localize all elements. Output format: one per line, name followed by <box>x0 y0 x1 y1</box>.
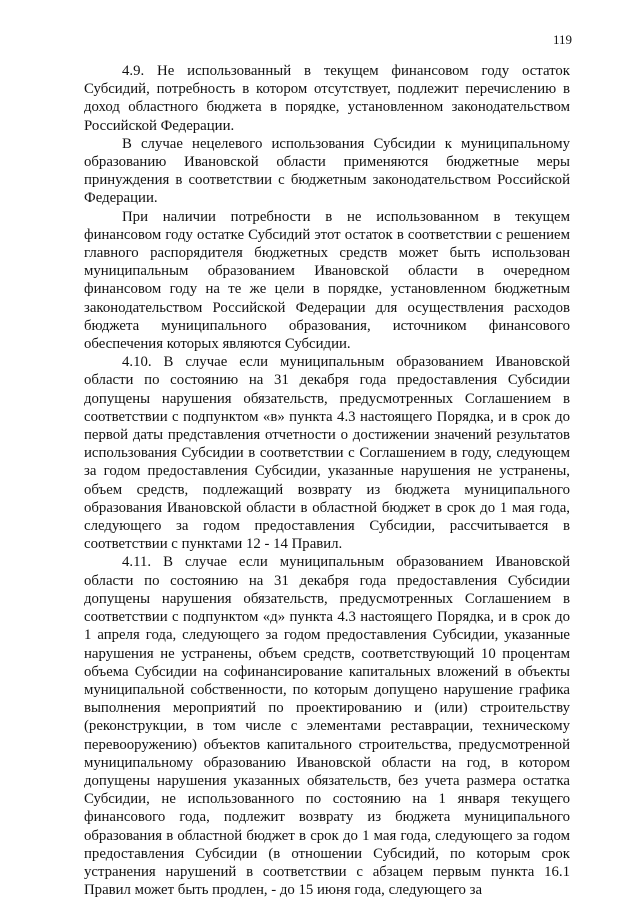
document-body <box>84 62 570 899</box>
paragraph-4-10: 4.10. В случае если муниципальным образованием Ивановской области по состоянию на 31 декабря года предоставления Субсидии допущены нарушения обязательств, предусмотренных Соглашением в соответствии с подпунктом «в» пункта 4.3 настоящего Порядка, и в срок до первой даты представления отчетности о достижении значений результатов использования Субсидии в соответствии с Соглашением в году, следующем за годом предоставления Субсидии, указанные нарушения не устранены, объем средств, подлежащий возврату из бюджета муниципального образования Ивановской области в областной бюджет в срок до 1 мая года, следующего за годом предоставления Субсидии, рассчитывается в соответствии с пунктами 12 - 14 Правил. <box>84 354 570 553</box>
paragraph-remaining-balance: При наличии потребности в не использованном в текущем финансовом году остатке Субсидий этот остаток в соответствии с решением главного распорядителя бюджетных средств может быть использован муниципальным образованием Ивановской области в очередном финансовом году на те же цели в порядке, установленном бюджетным законодательством Российской Федерации для осуществления расходов бюджета муниципального образования, источником финансового обеспечения которых являются Субсидии. <box>84 208 570 353</box>
paragraph-4-9: 4.9. Не использованный в текущем финансовом году остаток Субсидий, потребность в котором отсутствует, подлежит перечислению в доход областного бюджета в порядке, установленном законодательством Российской Федерации. <box>84 63 570 134</box>
page-number: 119 <box>552 32 572 47</box>
paragraph-4-11: 4.11. В случае если муниципальным образованием Ивановской области по состоянию на 31 декабря года предоставления Субсидии допущены нарушения обязательств, предусмотренных Соглашением в соответствии с подпунктом «д» пункта 4.3 настоящего Порядка, и в срок до 1 апреля года, следующего за годом предоставления Субсидии, указанные нарушения не устранены, объем средств, соответствующий 10 процентам объема Субсидии на софинансирование капитальных вложений в объекты муниципальной собственности, по которым допущено нарушение графика выполнения мероприятий по проектированию и (или) строительству (реконструкции, в том числе с элементами реставрации, техническому перевооружению) объектов капитального строительства, предусмотренной муниципальному образованию Ивановской области на год, в котором допущены нарушения указанных обязательств, без учета размера остатка Субсидии, не использованного по состоянию на 1 января текущего финансового года, подлежит возврату из бюджета муниципального образования в областной бюджет в срок до 1 мая года, следующего за годом предоставления Субсидии (в отношении Субсидий, по которым срок устранения нарушений в соответствии с абзацем первым пункта 16.1 Правил может быть продлен, - до 15 июня года, следующего за <box>84 554 570 899</box>
paragraph-misuse: В случае нецелевого использования Субсидии к муниципальному образованию Ивановской области применяются бюджетные меры принуждения в соответствии с бюджетным законодательством Российской Федерации. <box>84 135 570 207</box>
